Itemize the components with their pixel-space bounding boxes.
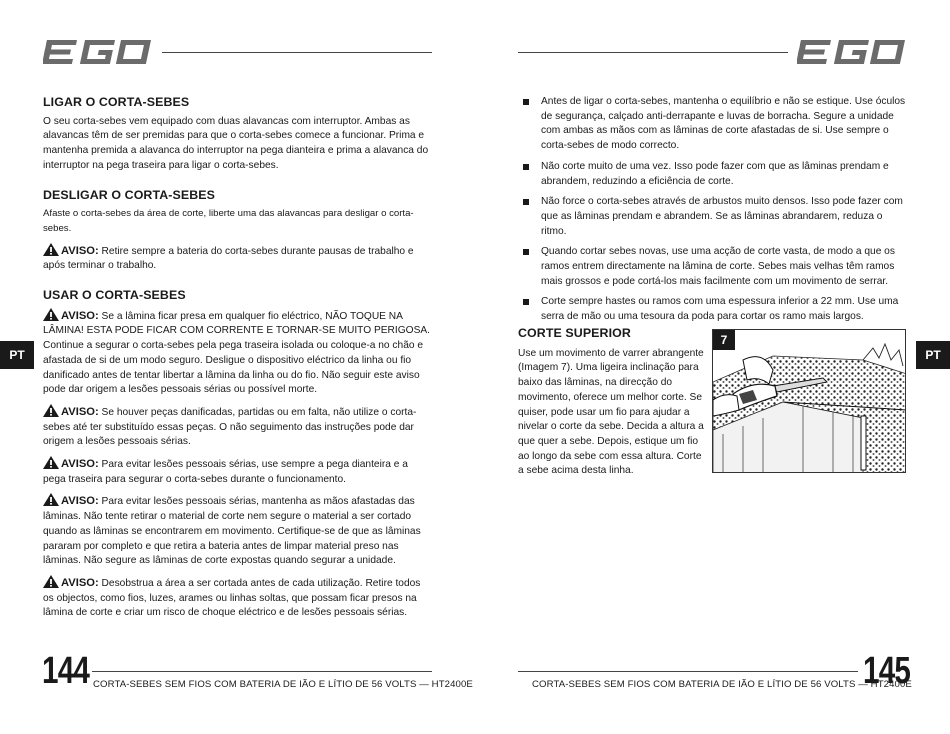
paragraph-desligar: Afaste o corta-sebes da área de corte, liberte uma das alavancas para desligar o corta-sebes.	[43, 208, 414, 234]
warning-triangle-icon	[43, 493, 59, 506]
warning-text: Desobstrua a área a ser cortada antes de cada utilização. Retire todos os objectos, como fios, luzes, arames ou linhas soltas, que possam ficar presos na lâmina de corte e criar um risco de choque eléctrico e de lesões pessoais sérias.	[43, 577, 421, 619]
warning-usar-3	[43, 456, 431, 487]
heading-desligar: DESLIGAR O CORTA-SEBES	[43, 187, 216, 202]
corte-superior-section	[518, 326, 706, 479]
warning-label: AVISO:	[61, 458, 99, 471]
language-tab-right: PT	[916, 341, 950, 369]
warning-text: Se a lâmina ficar presa em qualquer fio eléctrico, NÃO TOQUE NA LÂMINA! ESTA PODE FICAR COM CORRENTE E TORNAR-SE MUITO PERIGOSA. Continue a segurar o corta-sebes pela pega traseira isolada ou coloque-a no chão e afastada de si de um modo seguro. Desligue o dispositivo eléctrico da linha ou fio danificado antes de tentar libertar a lâmina da linha ou do fio. Não seguir este aviso pode dar origem a lesões pessoais sérias ou possível morte.	[43, 310, 430, 396]
warning-usar-1	[43, 308, 431, 398]
warning-usar-2	[43, 404, 431, 450]
warning-triangle-icon	[43, 308, 59, 321]
warning-label: AVISO:	[61, 405, 99, 418]
ego-logo-left	[43, 40, 153, 64]
language-tab-left: PT	[0, 341, 34, 369]
ego-logo-right	[797, 40, 907, 64]
list-item: Quando cortar sebes novas, use uma acção de corte vasta, de modo a que os ramos entrem directamente na lâmina de corte. Sebes mais velhas têm ramos mais grossos e pode cortá-los mais facilmente com um movimento de serrar.	[519, 245, 908, 289]
figure-7-illustration	[712, 329, 906, 473]
warning-triangle-icon	[43, 404, 59, 417]
warning-triangle-icon	[43, 456, 59, 469]
warning-desligar	[43, 243, 431, 274]
right-column	[519, 95, 908, 331]
hedge-trimming-illustration	[713, 330, 906, 473]
figure-number: 7	[713, 330, 735, 350]
list-item: Não corte muito de uma vez. Isso pode fazer com que as lâminas prendam e abrandem, reduzindo a eficiência de corte.	[519, 160, 908, 189]
footer-left: CORTA-SEBES SEM FIOS COM BATERIA DE IÃO E LÍTIO DE 56 VOLTS — HT2400E	[93, 679, 473, 690]
warning-label: AVISO:	[61, 576, 99, 589]
warning-triangle-icon	[43, 575, 59, 588]
heading-corte-superior: CORTE SUPERIOR	[518, 326, 631, 340]
warning-label: AVISO:	[61, 244, 99, 257]
list-item: Antes de ligar o corta-sebes, mantenha o equilíbrio e não se estique. Use óculos de segurança, calçado anti-derrapante e luvas de borracha. Segure a unidade com ambas as mãos com as lâminas de corte afastadas de si. Use sempre o corta-sebes de modo correcto.	[519, 95, 908, 154]
warning-label: AVISO:	[61, 495, 99, 508]
list-item: Corte sempre hastes ou ramos com uma espessura inferior a 22 mm. Use uma serra de mão ou uma tesoura da poda para cortar os ramo mais largos.	[519, 295, 908, 324]
warning-text: Se houver peças danificadas, partidas ou em falta, não utilize o corta-sebes até ter substituído essas peças. O não seguimento das instruções pode dar origem a lesões pessoais sérias.	[43, 406, 417, 448]
warning-text: Retire sempre a bateria do corta-sebes durante pausas de trabalho e após terminar o trabalho.	[43, 245, 414, 272]
heading-ligar: LIGAR O CORTA-SEBES	[43, 95, 190, 109]
page-number-left: 144	[42, 650, 90, 692]
header-rule-right	[518, 52, 788, 53]
warning-label: AVISO:	[61, 309, 99, 322]
footer-rule-left	[92, 671, 432, 672]
page-number-right: 145	[863, 650, 911, 692]
left-column	[43, 95, 431, 621]
warning-triangle-icon	[43, 243, 59, 256]
paragraph-ligar: O seu corta-sebes vem equipado com duas alavancas com interruptor. Ambas as alavancas têm de ser premidas para que o corta-sebes comece a funcionar. Prima e mantenha premida a alavanca do interruptor na pega dianteira e prima a alavanca do interruptor na pega traseira para ligar o corta-sebes.	[43, 115, 429, 171]
footer-rule-right	[518, 671, 858, 672]
footer-right: CORTA-SEBES SEM FIOS COM BATERIA DE IÃO E LÍTIO DE 56 VOLTS — HT2400E	[532, 679, 912, 690]
warning-usar-5	[43, 575, 431, 621]
warning-usar-4	[43, 493, 431, 569]
header-rule-left	[162, 52, 432, 53]
warning-text: Para evitar lesões pessoais sérias, mantenha as mãos afastadas das lâminas. Não tente retirar o material de corte nem segure o material a ser cortado quando as lâminas se encontrarem em movimento. Certifique-se de que as lâminas pararam por completo e que retira a bateria antes de limpar material preso nas lâminas. Não segure as lâminas de corte expostas quando segurar a unidade.	[43, 496, 421, 567]
paragraph-corte-superior: Use um movimento de varrer abrangente (Imagem 7). Uma ligeira inclinação para baixo das lâminas, na direcção do movimento, oferece um melhor corte. Se quiser, pode usar um fio para ajudar a nivelar o corte da sebe. Decida a altura a que quer a sebe. Depois, estique um fio ao longo da sebe com essa altura. Corte a sebe acima desta linha.	[518, 347, 704, 477]
heading-usar: USAR O CORTA-SEBES	[43, 288, 186, 303]
list-item: Não force o corta-sebes através de arbustos muito densos. Isso pode fazer com que as lâminas prendam e abrandem. Se as lâminas abrandarem, reduza o ritmo.	[519, 195, 908, 239]
warning-text: Para evitar lesões pessoais sérias, use sempre a pega dianteira e a pega traseira para segurar o corta-sebes durante o funcionamento.	[43, 459, 408, 485]
bullet-list	[519, 95, 908, 325]
